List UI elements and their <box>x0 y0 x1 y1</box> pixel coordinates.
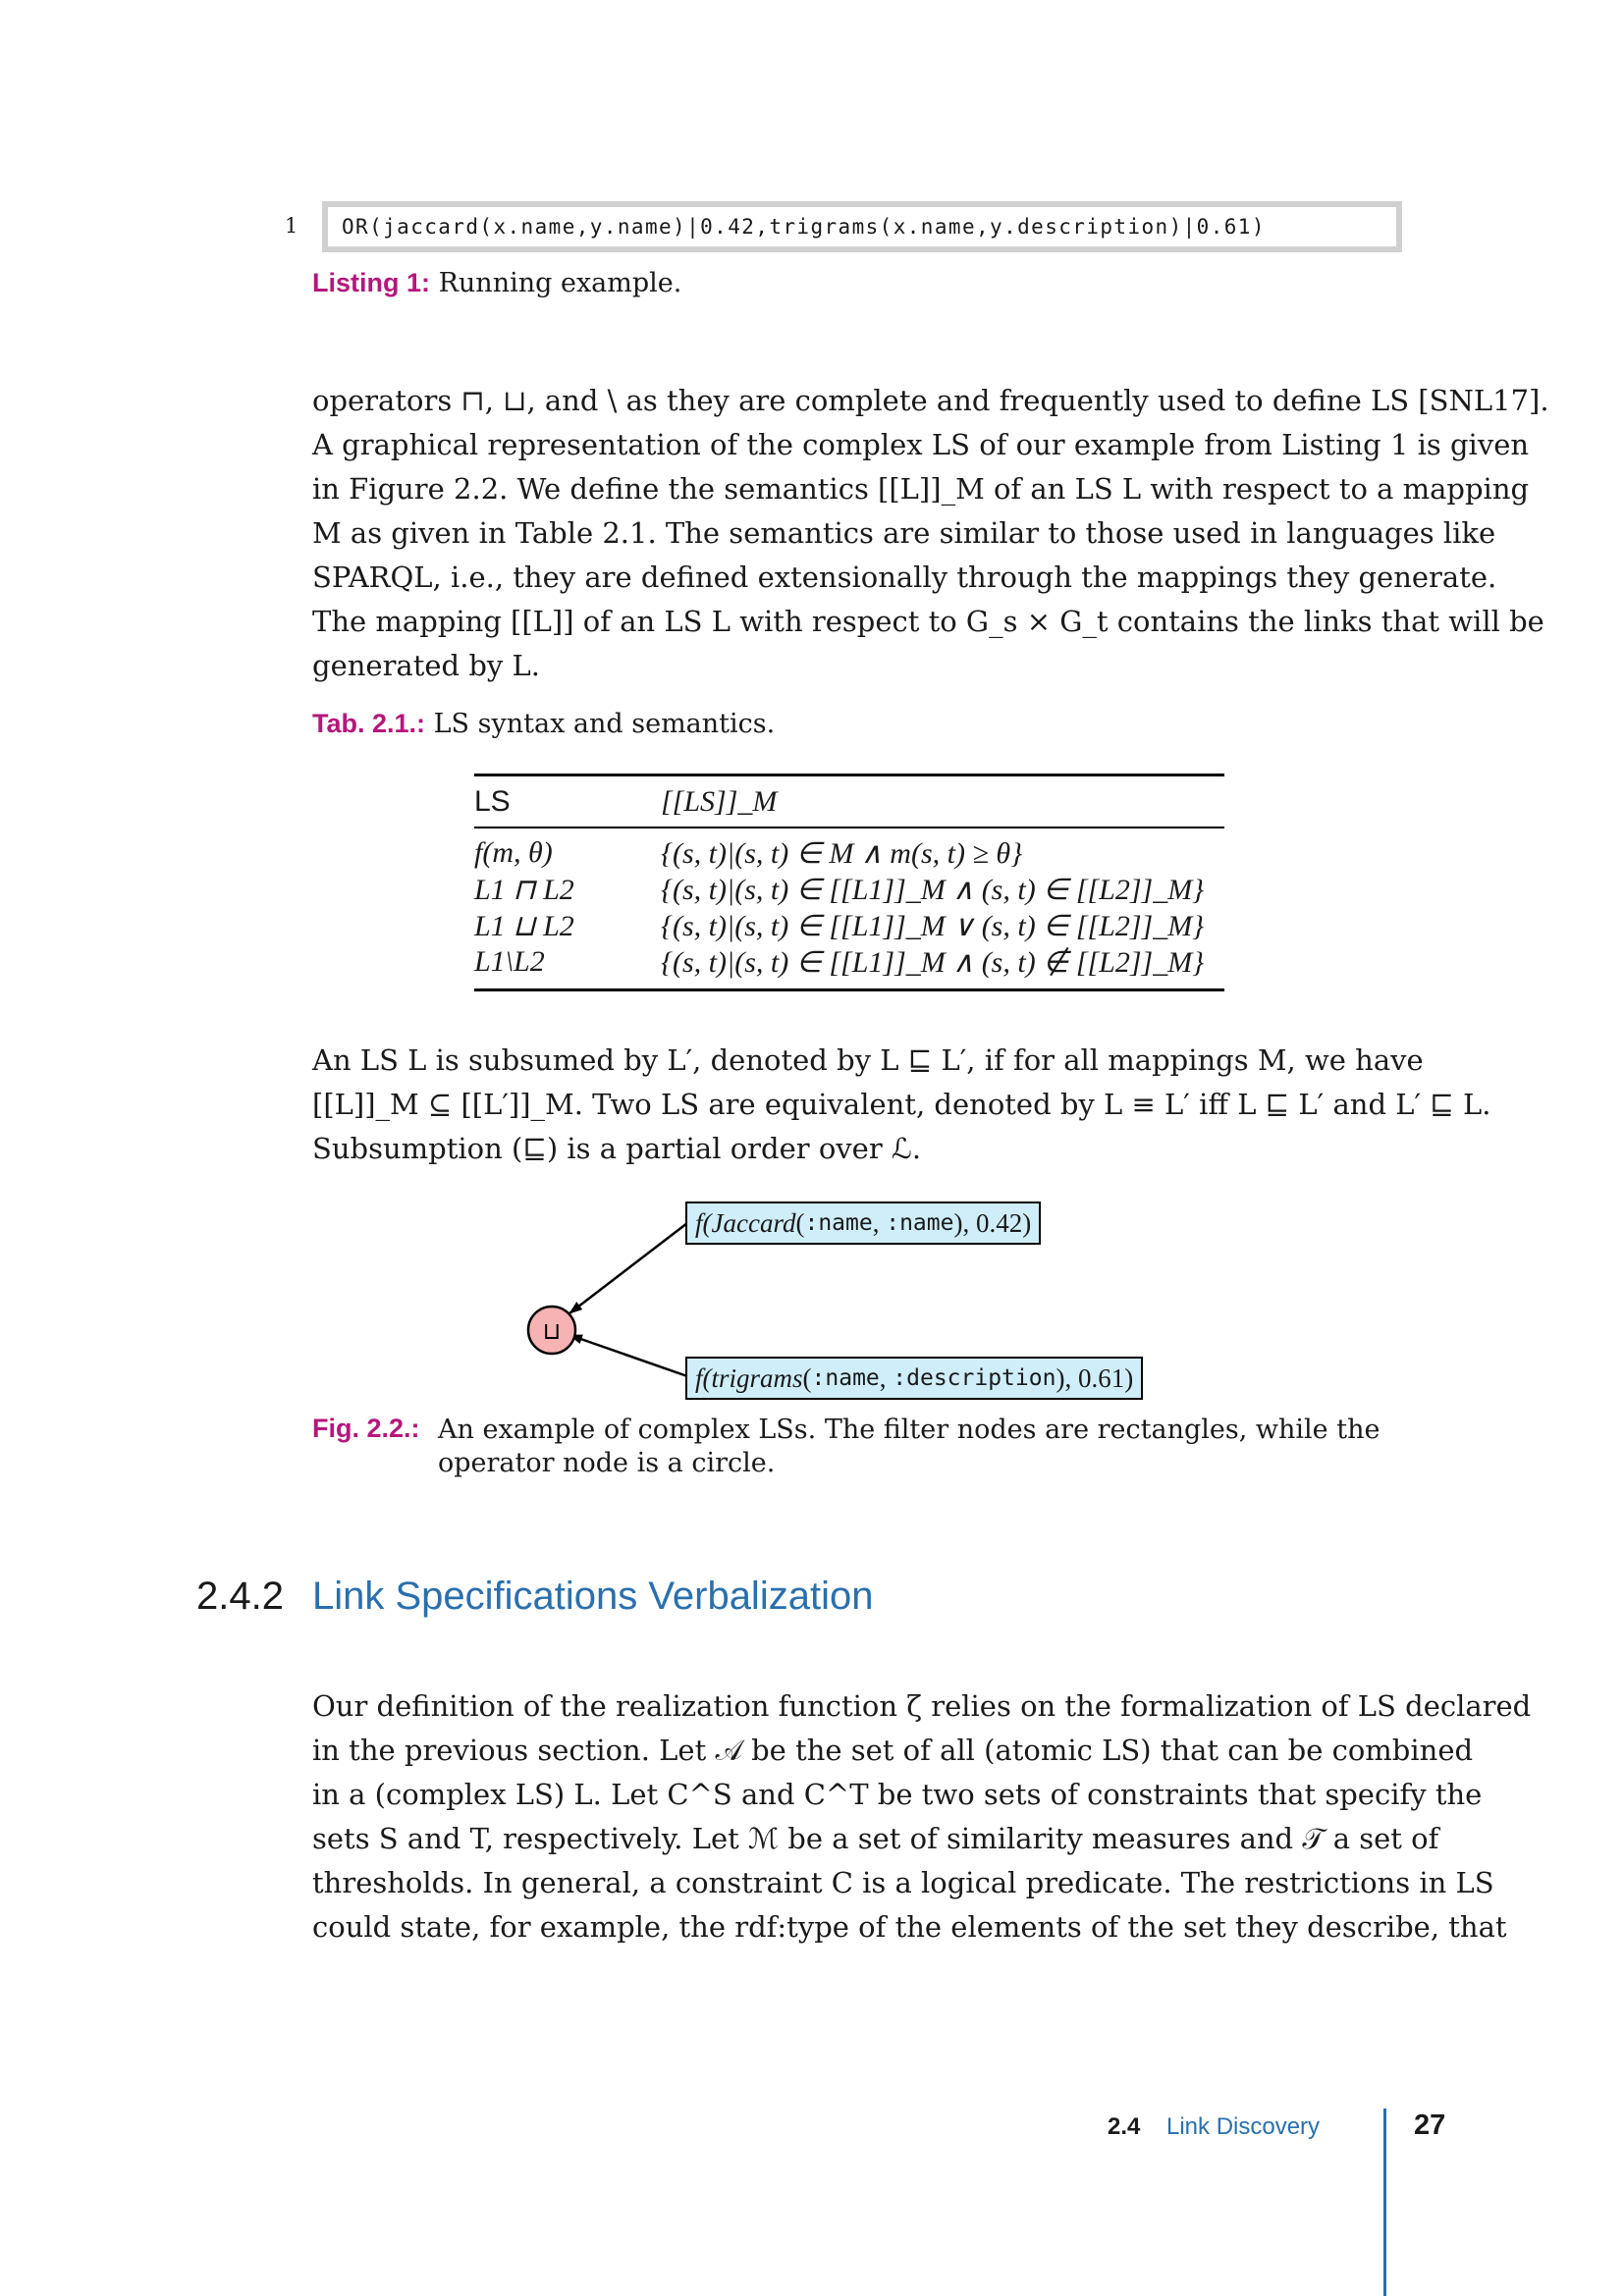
table-mid-rule <box>474 827 1224 828</box>
text-line: Our definition of the realization function ζ relies on the formalization of LS declared <box>312 1689 1532 1723</box>
code-line: OR(jaccard(x.name,y.name)|0.42,trigrams(x.name,y.description)|0.61) <box>328 207 1396 246</box>
table-cell-ls: L1\L2 <box>474 945 545 978</box>
table-header-semantics: [[LS]]_M <box>661 785 778 818</box>
table-caption-text: LS syntax and semantics. <box>433 709 776 739</box>
page-number: 27 <box>1414 2109 1446 2141</box>
filter-arg: :name <box>804 1210 873 1236</box>
text-line: could state, for example, the rdf:type of the elements of the set they describe, that <box>312 1910 1507 1944</box>
filter-close: ), 0.61) <box>1056 1362 1134 1393</box>
text-line: sets S and T, respectively. Let ℳ be a set of similarity measures and 𝒯 a set of <box>312 1822 1439 1855</box>
text-line: generated by L. <box>312 649 540 682</box>
filter-measure: Jaccard <box>711 1207 796 1238</box>
text-line: M as given in Table 2.1. The semantics are similar to those used in languages like <box>312 516 1496 550</box>
operator-symbol: ⊔ <box>542 1317 562 1345</box>
table-caption <box>312 709 775 739</box>
filter-fn: f( <box>695 1362 712 1393</box>
listing-caption <box>312 268 681 298</box>
text-line: thresholds. In general, a constraint C is a logical predicate. The restrictions in LS <box>312 1866 1494 1899</box>
text-line: A graphical representation of the complex LS of our example from Listing 1 is given <box>312 428 1530 461</box>
filter-sep: , <box>879 1362 893 1393</box>
text-line: in a (complex LS) L. Let C^S and C^T be two sets of constraints that specify the <box>312 1778 1483 1811</box>
table-header-ls: LS <box>474 785 511 818</box>
text-line: in the previous section. Let 𝒜 be the set of all (atomic LS) that can be combined <box>312 1734 1474 1767</box>
table-caption-label: Tab. 2.1.: <box>312 709 426 738</box>
figure-caption-text: An example of complex LSs. The filter nodes are rectangles, while the operator node is a circle. <box>438 1415 1380 1478</box>
section-number: 2.4.2 <box>196 1575 284 1618</box>
filter-arg: :description <box>893 1365 1056 1391</box>
filter-open: ( <box>795 1207 805 1238</box>
listing-caption-label: Listing 1: <box>312 268 430 297</box>
footer-rule <box>1383 2109 1386 2296</box>
text-line: An LS L is subsumed by L′, denoted by L ⊑ L′, if for all mappings M, we have <box>312 1043 1424 1077</box>
filter-sep: , <box>872 1207 887 1238</box>
code-listing <box>322 201 1402 252</box>
code-line-number: 1 <box>285 214 298 238</box>
listing-caption-text: Running example. <box>438 268 682 298</box>
text-line: operators ⊓, ⊔, and \ as they are complete and frequently used to define LS [SNL17]. <box>312 384 1549 417</box>
filter-node-trigrams <box>685 1357 1143 1400</box>
text-line: Subsumption (⊑) is a partial order over ℒ. <box>312 1132 922 1165</box>
text-line: SPARQL, i.e., they are defined extensionally through the mappings they generate. <box>312 561 1497 594</box>
edge-node1-to-operator <box>569 1223 687 1313</box>
table-cell-semantics: {(s, t)|(s, t) ∈ [[L1]]_M ∨ (s, t) ∈ [[L2]]_M} <box>661 910 1205 942</box>
filter-measure: trigrams <box>711 1362 803 1393</box>
footer-section-title: Link Discovery <box>1166 2113 1321 2140</box>
table-cell-semantics: {(s, t)|(s, t) ∈ M ∧ m(s, t) ≥ θ} <box>661 837 1023 870</box>
table-top-rule <box>474 774 1224 776</box>
filter-close: ), 0.42) <box>953 1207 1032 1238</box>
table-cell-semantics: {(s, t)|(s, t) ∈ [[L1]]_M ∧ (s, t) ∈ [[L2]]_M} <box>661 874 1205 906</box>
paragraph <box>312 1039 1491 1171</box>
figure-caption-label: Fig. 2.2.: <box>312 1414 420 1443</box>
table-cell-ls: L1 ⊓ L2 <box>474 874 574 906</box>
table-cell-ls: L1 ⊔ L2 <box>474 910 574 942</box>
table-cell-semantics: {(s, t)|(s, t) ∈ [[L1]]_M ∧ (s, t) ∉ [[L2]]_M} <box>661 946 1205 979</box>
filter-fn: f( <box>695 1207 712 1238</box>
filter-node-jaccard <box>685 1201 1041 1245</box>
text-line: The mapping [[L]] of an LS L with respect to G_s × G_t contains the links that will be <box>312 605 1544 638</box>
filter-arg: :name <box>811 1365 880 1391</box>
table-bottom-rule <box>474 988 1224 991</box>
filter-arg: :name <box>886 1210 954 1236</box>
footer-section-number: 2.4 <box>1108 2113 1141 2140</box>
text-line: [[L]]_M ⊆ [[L′]]_M. Two LS are equivalent, denoted by L ≡ L′ iff L ⊑ L′ and L′ ⊑ L. <box>312 1088 1491 1121</box>
paragraph <box>312 379 1549 688</box>
text-line: in Figure 2.2. We define the semantics [[L]]_M of an LS L with respect to a mapping <box>312 472 1530 506</box>
filter-open: ( <box>802 1362 812 1393</box>
table-cell-ls: f(m, θ) <box>474 836 553 869</box>
paragraph <box>312 1684 1532 1949</box>
edge-node2-to-operator <box>569 1335 687 1376</box>
section-title: Link Specifications Verbalization <box>312 1575 874 1618</box>
